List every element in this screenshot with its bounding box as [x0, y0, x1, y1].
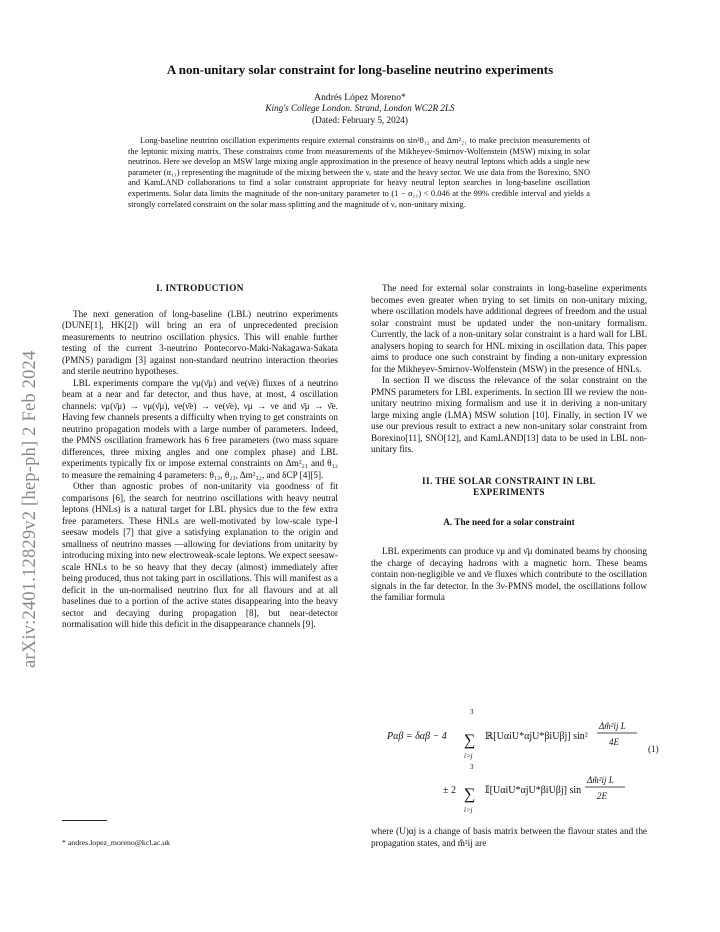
right-paragraph-3: LBL experiments can produce νμ and ν̄μ dominated beams by choosing the charge of decaying hadrons with a magnetic horn. These beams contain non-negligible νe and ν̄e fluxes which contribute to the oscillation signals in the far detector. In the 3ν-PMNS model, the oscillations follow the familiar formula	[371, 546, 647, 602]
sum-sign-2: ∑	[464, 786, 476, 803]
sum-lower-1: i>j	[464, 752, 473, 760]
equation-lhs: Pαβ = δαβ − 4	[387, 731, 447, 742]
right-column-tail	[371, 826, 647, 849]
equation-term-1: ℝ[UαiU*αjU*βiUβj] sin²	[485, 731, 588, 742]
right-column	[371, 283, 647, 604]
footnote-rule	[62, 820, 107, 821]
sum-lower-2: i>j	[464, 806, 473, 814]
right-paragraph-1: The need for external solar constraints in long-baseline experiments becomes even greater when trying to set limits on non-unitary mixing, where oscillation models have additional degrees of freedom and the usual solar constraint must be updated under the non-unitary formalism. Currently, the lack of a non-unitary solar constraint is a hard wall for LBL analysers hoping to search for HNL mixing in oscillation data. This paper aims to produce one such constraint by finding a non-unitary expression for the Mikheyev-Smirnov-Wolfenstein (MSW) in the presence of HNLs.	[371, 283, 647, 374]
equation-term-2: 𝕀[UαiU*αjU*βiUβj] sin	[485, 785, 582, 796]
oscillation-equation	[371, 703, 671, 815]
fraction-1-numerator: Δm̂²ij L	[599, 721, 626, 731]
section-heading-solar-constraint-line1: II. THE SOLAR CONSTRAINT IN LBL	[422, 475, 596, 486]
abstract	[128, 136, 590, 210]
sum-upper-1: 3	[470, 708, 474, 716]
arxiv-identifier: arXiv:2401.12829v2 [hep-ph] 2 Feb 2024	[20, 350, 40, 668]
sum-upper-2: 3	[470, 763, 474, 771]
footnote-email: * andres.lopez_moreno@kcl.ac.uk	[62, 838, 171, 847]
date-line: (Dated: February 5, 2024)	[312, 115, 408, 125]
author-name: Andrés López Moreno*	[314, 92, 406, 103]
author-affiliation: King's College London. Strand, London WC2R 2LS	[265, 103, 455, 113]
section-heading-solar-constraint-line2: EXPERIMENTS	[473, 487, 545, 497]
abstract-text: Long-baseline neutrino oscillation experiments require external constraints on sin²θ₁₂ and Δm²₂₁ to make precision measurements of the leptonic mixing matrix. These constraints come from measurements of the Mikheyev-Smirnov-Wolfenstein (MSW) mixing in solar neutrinos. Here we develop an MSW large mixing angle approximation in the presence of heavy neutral leptons which adds a single new parameter (α₁₁) representing the magnitude of the mixing between the νₑ state and the heavy sector. We use data from the Borexino, SNO and KamLAND collaborations to find a solar constraint appropriate for heavy neutral lepton searches in long-baseline oscillation experiments. Solar data limits the magnitude of the non-unitary parameter to (1 − α₁₁) < 0.046 at the 99% credible interval and yields a strongly correlated constraint on the solar mass splitting and the magnitude of νₑ non-unitary mixing.	[128, 136, 590, 209]
sum-sign-1: ∑	[464, 732, 476, 749]
equation-sign-2: ± 2	[443, 785, 456, 796]
paper-title: A non-unitary solar constraint for long-baseline neutrino experiments	[166, 62, 554, 77]
section-heading-introduction: I. INTRODUCTION	[156, 283, 244, 293]
intro-paragraph-1: The next generation of long-baseline (LBL) neutrino experiments (DUNE[1], HK[2]) will bring an era of unprecedented precision measurements to neutrino oscillation physics. This will enable further testing of the current 3-neutrino Pontecorvo-Maki-Nakagawa-Sakata (PMNS) paradigm [3] against non-standard neutrino interaction theories and sterile neutrino hypotheses.	[62, 308, 338, 376]
left-column	[62, 283, 338, 631]
fraction-2-numerator: Δm̂²ij L	[587, 775, 614, 785]
intro-paragraph-2: LBL experiments compare the νμ(ν̄μ) and νe(ν̄e) fluxes of a neutrino beam at a near and far detector, and thus have, at most, 4 oscillation channels: νμ(ν̄μ) → νμ(ν̄μ), νe(ν̄e) → νe(ν̄e), νμ → νe and ν̄μ → ν̄e. Having few channels presents a difficulty when trying to get constraints on neutrino propagation models with a large number of parameters. Indeed, the PMNS oscillation framework has 6 free parameters (two mass square differences, three mixing angles and one complex phase) and LBL experiments typically fix or impose external constraints on Δm²₂₁ and θ₁₂ to measure the remaining 4 parameters: θ₁₃, θ₂₃, Δm²₃₂, and δCP [4][5].	[62, 377, 338, 480]
fraction-2-denominator: 2E	[597, 791, 607, 801]
fraction-1-denominator: 4E	[609, 737, 619, 747]
intro-paragraph-3: Other than agnostic probes of non-unitarity via goodness of fit comparisons [6], the search for neutrino oscillations with heavy neutral leptons (HNLs) is a natural target for LBL physics due to the few extra free parameters. These HNLs are well-motivated by low-scale type-I seesaw models [7] that give a satisfying explanation to the origin and smallness of neutrino masses —allowing for deviations from unitarity by introducing mixing into new electroweak-scale leptons. We expect seesaw-scale HNLs to be so heavy that they decay (almost) immediately after being produced, thus not taking part in oscillations. This will manifest as a deficit in the un-normalised neutrino flux for all flavours and at all baselines due to a portion of the active states disappearing into the heavy sector and decaying during propagation [8], but near-detector normalisation will hide this deficit in the disappearance channels [9].	[62, 481, 338, 629]
right-paragraph-4: where (U)αj is a change of basis matrix between the flavour states and the propagation states, and m̂²ij are	[371, 826, 647, 848]
subsection-heading-need: A. The need for a solar constraint	[443, 516, 575, 527]
right-paragraph-2: In section II we discuss the relevance of the solar constraint on the PMNS parameters for LBL experiments. In section III we review the non-unitary neutrino mixing formalism and use it in deriving a non-unitary large mixing angle (LMA) MSW solution [10]. Finally, in section IV we use our previous result to extract a new non-unitary solar constraint from Borexino[11], SNO[12], and KamLAND[13] data to be used in LBL non-unitary fits.	[371, 375, 647, 454]
equation-number: (1)	[648, 744, 659, 754]
